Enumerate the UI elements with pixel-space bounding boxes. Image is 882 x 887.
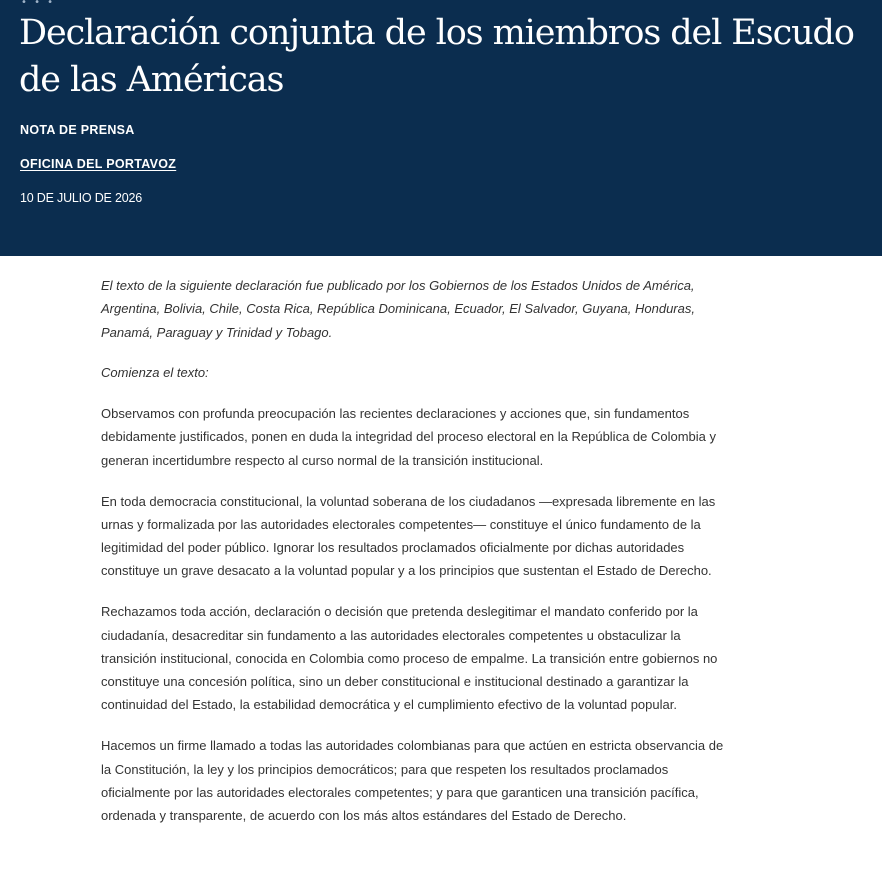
body-paragraph-1: Observamos con profunda preocupación las recientes declaraciones y acciones que, sin fundamentos debidamente justificados, ponen en duda la integridad del proceso electoral en la República de Colombia y generan incertidumbre respecto al curso normal de la transición institucional. [101,406,717,468]
body-paragraph-3: Rechazamos toda acción, declaración o decisión que pretenda deslegitimar el mandato conferido por la ciudadanía, desacreditar sin fundamento a las autoridades electorales competentes u obstaculizar la transición institucional, conocida en Colombia como proceso de empalme. La transición entre gobiernos no constituye una concesión política, sino un deber constitucional e institucional destinado a garantizar la continuidad del Estado, la estabilidad democrática y el cumplimiento efectivo de la voluntad popular. [101,604,718,713]
decorative-dots-icon: • • • [21,0,56,8]
intro-paragraph: El texto de la siguiente declaración fue publicado por los Gobiernos de los Estados Unidos de América, Argentina, Bolivia, Chile, Costa Rica, República Dominicana, Ecuador, El Salvador, Guyana, Honduras, Panamá, Paraguay y Trinidad y Tobago. [101,278,695,340]
text-begins-label: Comienza el texto: [101,365,209,381]
body-paragraph-2: En toda democracia constitucional, la voluntad soberana de los ciudadanos —expresada libremente en las urnas y formalizada por las autoridades electorales competentes— constituye el único fundamento de la legitimidad del poder público. Ignorar los resultados proclamados oficialmente por dichas autoridades constituye un grave desacato a la voluntad popular y a los principios que sustentan el Estado de Derecho. [101,493,716,579]
page-header [0,0,882,256]
spokesperson-office-link[interactable]: OFICINA DEL PORTAVOZ [20,157,177,171]
publication-date: 10 DE JULIO DE 2026 [20,191,142,205]
body-paragraph-4: Hacemos un firme llamado a todas las autoridades colombianas para que actúen en estricta observancia de la Constitución, la ley y los principios democráticos; para que respeten los resultados proclamados oficialmente por las autoridades electorales competentes; y para que garanticen una transición pacífica, ordenada y transparente, de acuerdo con los más altos estándares del Estado de Derecho. [101,738,724,824]
press-release-label: NOTA DE PRENSA [20,123,135,137]
article-body [101,274,731,845]
page-title: Declaración conjunta de los miembros del Escudo de las Américas [19,13,854,100]
